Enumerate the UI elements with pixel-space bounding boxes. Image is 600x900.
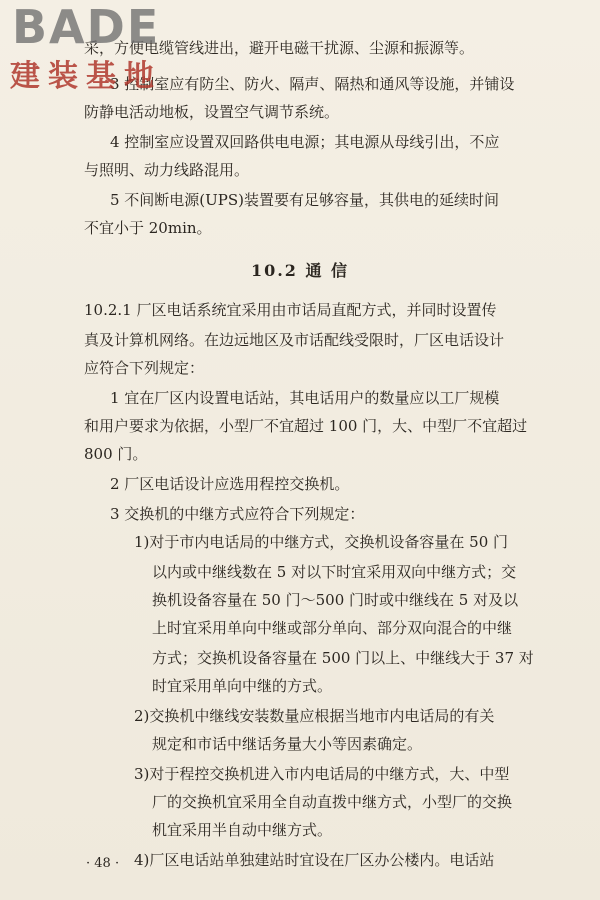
text-line: 3 控制室应有防尘、防火、隔声、隔热和通风等设施，并铺设 (110, 75, 515, 93)
text-line: 规定和市话中继话务量大小等因素确定。 (152, 735, 423, 753)
text-line: 采，方便电缆管线进出，避开电磁干扰源、尘源和振源等。 (84, 39, 475, 57)
text-line: 与照明、动力线路混用。 (84, 161, 250, 179)
text-line: 真及计算机网络。在边远地区及市话配线受限时，厂区电话设计 (84, 331, 505, 349)
watermark-brand: BADE (12, 0, 161, 54)
text-line: 以内或中继线数在 5 对以下时宜采用双向中继方式；交 (152, 563, 517, 581)
text-line: 机宜采用半自动中继方式。 (152, 821, 333, 839)
text-line: 不宜小于 20min。 (84, 219, 212, 237)
text-line: 厂的交换机宜采用全自动直拨中继方式，小型厂的交换 (152, 793, 513, 811)
text-line: 800 门。 (84, 445, 148, 463)
text-line: 应符合下列规定： (84, 359, 205, 377)
text-line: 时宜采用单向中继的方式。 (152, 677, 333, 695)
text-line: 2)交换机中继线安装数量应根据当地市内电话局的有关 (134, 707, 495, 725)
text-line: 防静电活动地板，设置空气调节系统。 (84, 103, 340, 121)
text-line: 4 控制室应设置双回路供电电源；其电源从母线引出，不应 (110, 133, 500, 151)
text-line: 和用户要求为依据，小型厂不宜超过 100 门，大、中型厂不宜超过 (84, 417, 528, 435)
text-line: 3)对于程控交换机进入市内电话局的中继方式，大、中型 (134, 765, 510, 783)
text-line: 1)对于市内电话局的中继方式，交换机设备容量在 50 门 (134, 533, 509, 551)
text-line: 10.2.1 厂区电话系统宜采用由市话局直配方式，并同时设置传 (84, 301, 497, 319)
text-line: 上时宜采用单向中继或部分单向、部分双向混合的中继 (152, 619, 513, 637)
watermark-subtitle: 建装基地 (10, 59, 162, 94)
text-line: 5 不间断电源(UPS)装置要有足够容量，其供电的延续时间 (110, 191, 500, 209)
text-line: 2 厂区电话设计应选用程控交换机。 (110, 475, 350, 493)
watermark-logo (8, 2, 178, 102)
text-line: 方式；交换机设备容量在 500 门以上、中继线大于 37 对 (152, 649, 534, 667)
text-line: 换机设备容量在 50 门～500 门时或中继线在 5 对及以 (152, 591, 519, 609)
section-title: 10.2 通 信 (250, 261, 350, 280)
page-number: · 48 · (86, 856, 120, 871)
text-line: 1 宜在厂区内设置电话站，其电话用户的数量应以工厂规模 (110, 389, 500, 407)
text-line: 4)厂区电话站单独建站时宜设在厂区办公楼内。电话站 (134, 851, 495, 869)
text-line: 3 交换机的中继方式应符合下列规定： (110, 505, 365, 523)
